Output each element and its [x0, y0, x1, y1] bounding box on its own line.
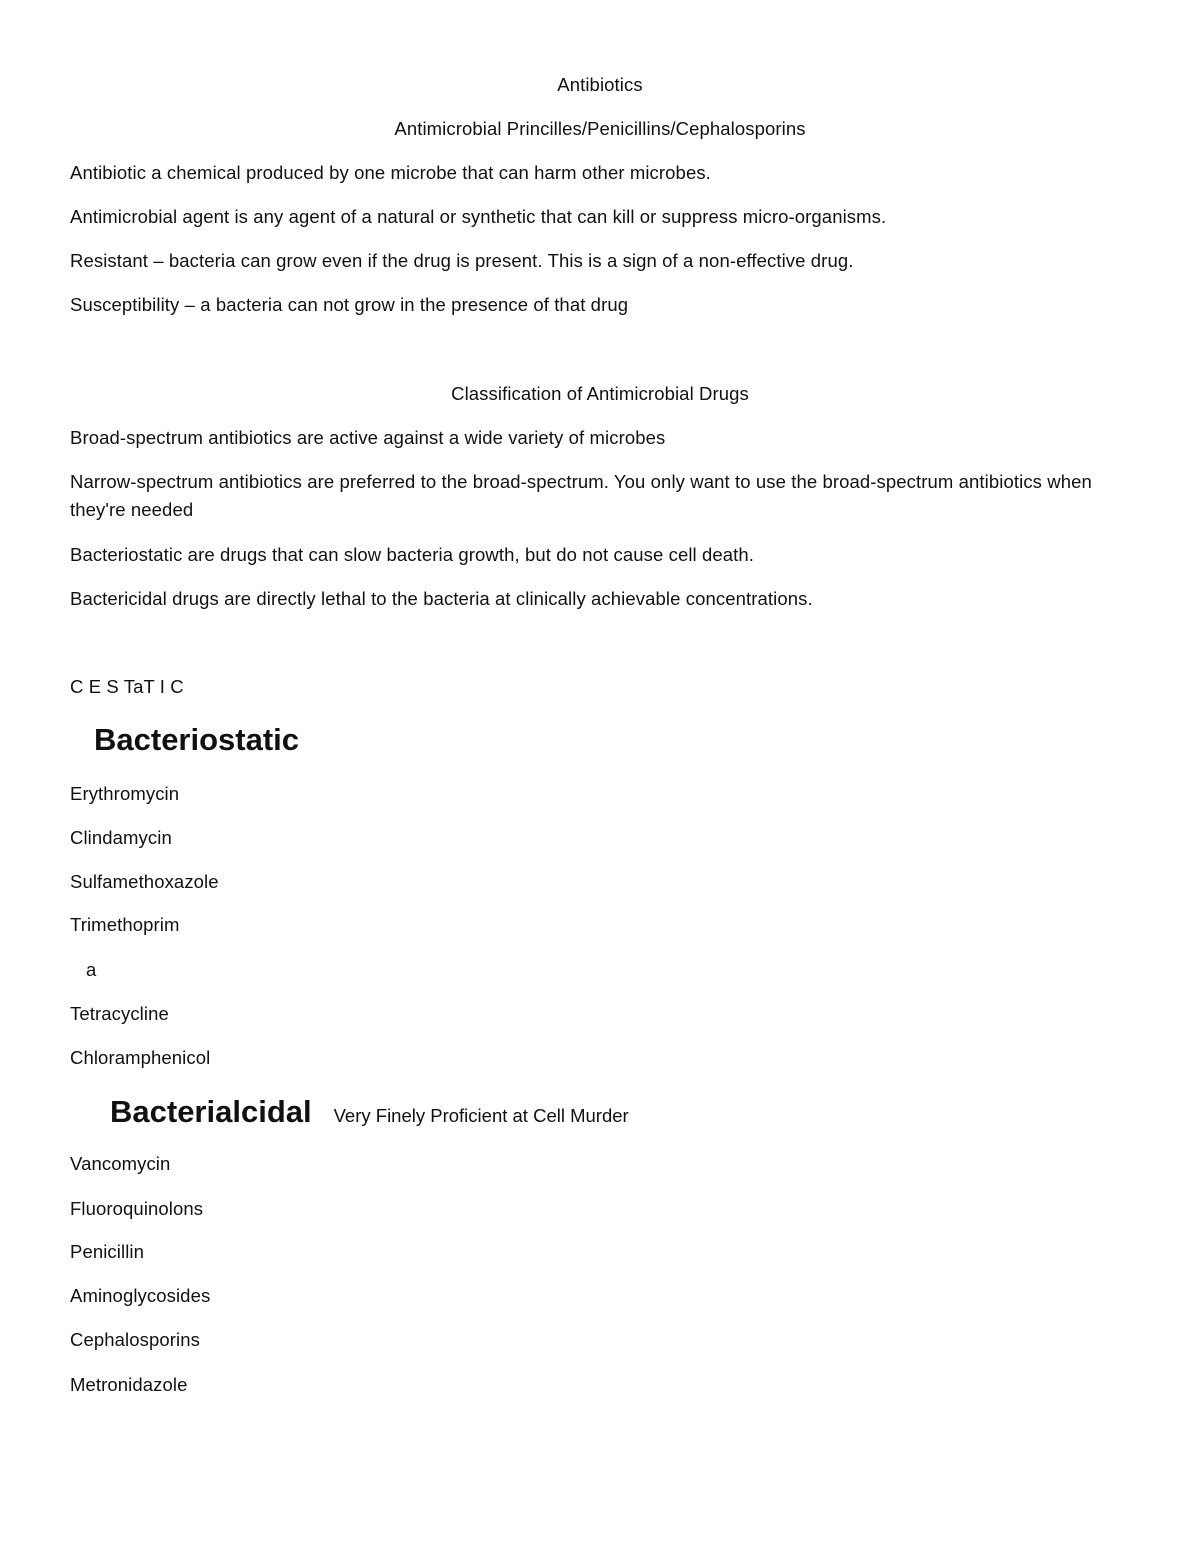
bactericidal-heading: Bacterialcidal: [110, 1094, 312, 1129]
bactericidal-drug-item: Aminoglycosides: [70, 1285, 211, 1306]
classification-heading: Classification of Antimicrobial Drugs: [451, 383, 749, 404]
bactericidal-mnemonic: Very Finely Proficient at Cell Murder: [333, 1105, 629, 1126]
definition-resistant: Resistant – bacteria can grow even if the drug is present. This is a sign of a non-effective drug.: [70, 250, 854, 271]
page-subtitle: Antimicrobial Princilles/Penicillins/Cephalosporins: [394, 118, 806, 139]
mnemonic-cestatic: C E S TaT I C: [70, 676, 184, 697]
bacteriostatic-drug-item: Clindamycin: [70, 827, 172, 848]
bactericidal-drug-item: Cephalosporins: [70, 1329, 200, 1350]
page-title: Antibiotics: [557, 74, 643, 95]
narrow-spectrum-text: Narrow-spectrum antibiotics are preferred to the broad-spectrum. You only want to use the broad-spectrum antibiotics when they're needed: [70, 471, 1092, 520]
bacteriostatic-drug-item: Chloramphenicol: [70, 1047, 211, 1068]
bactericidal-drug-item: Metronidazole: [70, 1374, 188, 1395]
bacteriostatic-heading: Bacteriostatic: [94, 722, 300, 757]
broad-spectrum-text: Broad-spectrum antibiotics are active against a wide variety of microbes: [70, 427, 666, 448]
bactericidal-drug-item: Vancomycin: [70, 1153, 171, 1174]
bacteriostatic-drug-item: a: [86, 959, 97, 980]
bacteriostatic-definition: Bacteriostatic are drugs that can slow bacteria growth, but do not cause cell death.: [70, 544, 755, 565]
bacteriostatic-drug-item: Erythromycin: [70, 783, 180, 804]
bactericidal-definition: Bactericidal drugs are directly lethal to the bacteria at clinically achievable concentrations.: [70, 588, 813, 609]
bacteriostatic-drug-item: Tetracycline: [70, 1003, 169, 1024]
bactericidal-drug-item: Fluoroquinolons: [70, 1198, 204, 1219]
definition-antibiotic: Antibiotic a chemical produced by one microbe that can harm other microbes.: [70, 162, 711, 183]
bactericidal-heading-row: [110, 1092, 629, 1136]
bacteriostatic-drug-item: Sulfamethoxazole: [70, 871, 219, 892]
bacteriostatic-drug-item: Trimethoprim: [70, 914, 180, 935]
bactericidal-drug-item: Penicillin: [70, 1241, 145, 1262]
definition-antimicrobial-agent: Antimicrobial agent is any agent of a natural or synthetic that can kill or suppress micro-organisms.: [70, 206, 887, 227]
definition-susceptibility: Susceptibility – a bacteria can not grow in the presence of that drug: [70, 294, 629, 315]
